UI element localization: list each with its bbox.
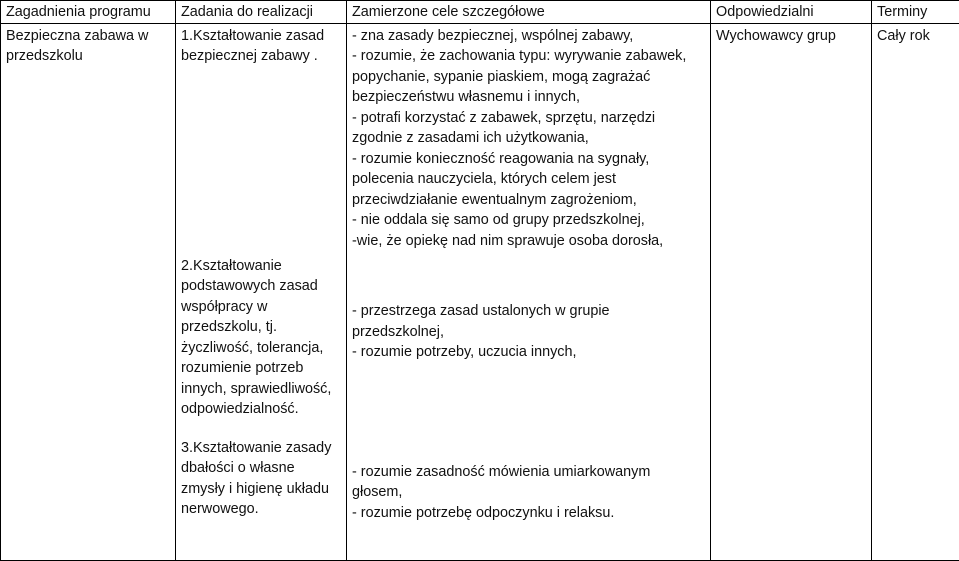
task-line: innych, sprawiedliwość, — [181, 379, 341, 400]
task-line: bezpiecznej zabawy . — [181, 46, 341, 67]
goals-cell — [347, 23, 711, 560]
goal-line: - rozumie potrzebę odpoczynku i relaksu. — [352, 503, 705, 524]
task-line: podstawowych zasad — [181, 276, 341, 297]
table-row — [1, 23, 959, 560]
goal-line: przeciwdziałanie ewentualnym zagrożeniom, — [352, 190, 705, 211]
responsible-cell — [711, 23, 872, 560]
goal-line: przedszkolnej, — [352, 322, 705, 343]
goal-line: - rozumie potrzeby, uczucia innych, — [352, 342, 705, 363]
task-line: odpowiedzialność. — [181, 399, 341, 420]
task-line: 2.Kształtowanie — [181, 256, 341, 277]
header-row — [1, 1, 959, 24]
topic-line: Bezpieczna zabawa w — [6, 26, 170, 47]
header-goals: Zamierzone cele szczegółowe — [347, 1, 711, 24]
goal-line: - przestrzega zasad ustalonych w grupie — [352, 301, 705, 322]
goals-1 — [352, 26, 705, 252]
term-text: Cały rok — [877, 26, 959, 47]
task-3 — [181, 438, 341, 520]
goal-line: - zna zasady bezpiecznej, wspólnej zabawy, — [352, 26, 705, 47]
header-topics: Zagadnienia programu — [1, 1, 176, 24]
task-2 — [181, 256, 341, 420]
task-line: 3.Kształtowanie zasady — [181, 438, 341, 459]
goal-line: polecenia nauczyciela, których celem jest — [352, 169, 705, 190]
goal-line: - rozumie, że zachowania typu: wyrywanie zabawek, — [352, 46, 705, 67]
goals-3 — [352, 462, 705, 524]
task-line: 1.Kształtowanie zasad — [181, 26, 341, 47]
goal-line: popychanie, sypanie piaskiem, mogą zagrażać — [352, 67, 705, 88]
header-terms: Terminy — [872, 1, 959, 24]
task-line: dbałości o własne — [181, 458, 341, 479]
task-line: nerwowego. — [181, 499, 341, 520]
topic-cell — [1, 23, 176, 560]
responsible-text: Wychowawcy grup — [716, 26, 866, 47]
goal-line: - rozumie zasadność mówienia umiarkowanym — [352, 462, 705, 483]
goal-line: - potrafi korzystać z zabawek, sprzętu, narzędzi — [352, 108, 705, 129]
goal-line: - nie oddala się samo od grupy przedszkolnej, — [352, 210, 705, 231]
goal-line: - rozumie konieczność reagowania na sygnały, — [352, 149, 705, 170]
goal-line: głosem, — [352, 482, 705, 503]
task-line: rozumienie potrzeb — [181, 358, 341, 379]
tasks-cell — [176, 23, 347, 560]
task-line: zmysły i higienę układu — [181, 479, 341, 500]
task-line: życzliwość, tolerancja, — [181, 338, 341, 359]
topic-line: przedszkolu — [6, 46, 170, 67]
task-1 — [181, 26, 341, 67]
header-tasks: Zadania do realizacji — [176, 1, 347, 24]
term-cell — [872, 23, 959, 560]
task-line: współpracy w — [181, 297, 341, 318]
goals-2 — [352, 301, 705, 363]
goal-line: -wie, że opiekę nad nim sprawuje osoba dorosła, — [352, 231, 705, 252]
task-line: przedszkolu, tj. — [181, 317, 341, 338]
goal-line: zgodnie z zasadami ich użytkowania, — [352, 128, 705, 149]
goal-line: bezpieczeństwu własnemu i innych, — [352, 87, 705, 108]
header-responsible: Odpowiedzialni — [711, 1, 872, 24]
